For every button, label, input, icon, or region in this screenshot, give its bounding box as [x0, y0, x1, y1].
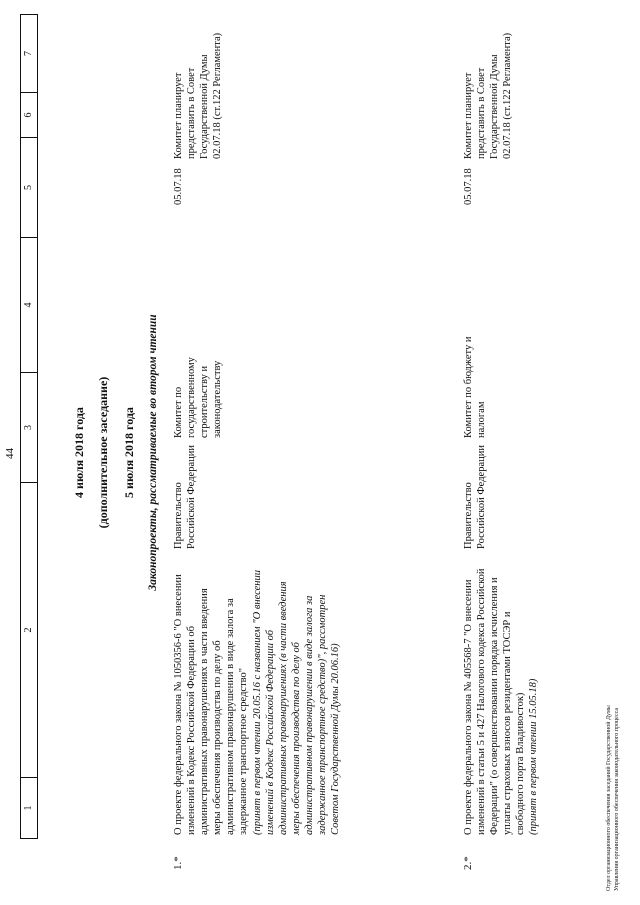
section-title: Законопроекты, рассматриваемые во втором чтении: [147, 314, 159, 591]
row-number: 1.*: [172, 856, 184, 870]
row-remark: Комитет планирует представить в Совет Государственной Думы 02.07.18 (ст.122 Регламента): [173, 32, 224, 159]
footer-line-1: Отдел организационного обеспечения заседаний Государственной Думы: [606, 705, 612, 891]
row-note: (принят в первом чтении 15.05.18): [528, 678, 540, 835]
column-header-row: [20, 14, 38, 839]
row-committee: Комитет по бюджету и налогам: [463, 336, 488, 438]
column-header-7: 7: [21, 15, 37, 93]
column-header-3: 3: [21, 373, 37, 483]
column-header-2: 2: [21, 483, 37, 778]
row-title: О проекте федерального закона № 405568-7 "О внесении изменений в статьи 5 и 427 Налогового кодекса Российской Федерации" (о совершенствовании порядка исчисления и уплаты страховых взносов резидентами ТОСЭР и свободного порта Владивосток): [463, 568, 527, 835]
row-initiator: Правительство Российской Федерации: [173, 445, 198, 549]
row-title-cell: [462, 563, 541, 835]
row-title-cell: [172, 563, 342, 835]
row-date: 05.07.18: [173, 168, 184, 205]
column-header-4: 4: [21, 238, 37, 373]
row-remark: Комитет планирует представить в Совет Государственной Думы 02.07.18 (ст.122 Регламента): [463, 32, 514, 159]
row-title: О проекте федерального закона № 1050356-6 "О внесении изменений в Кодекс Российской Федерации об административных правонарушениях в части введения меры обеспечения производства по делу об административном правонарушении в виде залога за задержанное транспортное средство": [173, 574, 250, 835]
row-number: 2.*: [462, 856, 474, 870]
date-heading-2: 5 июля 2018 года: [122, 407, 136, 498]
row-date: 05.07.18: [463, 168, 474, 205]
column-header-6: 6: [21, 93, 37, 138]
row-note: (принят в первом чтении 20.05.16 с названием "О внесении изменений в Кодекс Российской Федерации об административных правонарушениях (в части введения меры обеспечения производства по делу об административном правонарушении в виде залога за задержанное транспортное средство)", рассмотрен Советом Государственной Думы 20.06.16): [251, 569, 342, 835]
date-heading-1-note: (дополнительное заседание): [96, 376, 110, 529]
column-header-1: 1: [23, 805, 34, 811]
date-heading-1: 4 июля 2018 года: [72, 407, 86, 498]
page-number: 44: [4, 448, 16, 459]
footer-line-2: Управления организационного обеспечения законодательного процесса: [614, 707, 620, 891]
column-header-5: 5: [21, 138, 37, 238]
row-initiator: Правительство Российской Федерации: [463, 445, 488, 549]
row-committee: Комитет по государственному строительству и законодательству: [173, 357, 224, 438]
